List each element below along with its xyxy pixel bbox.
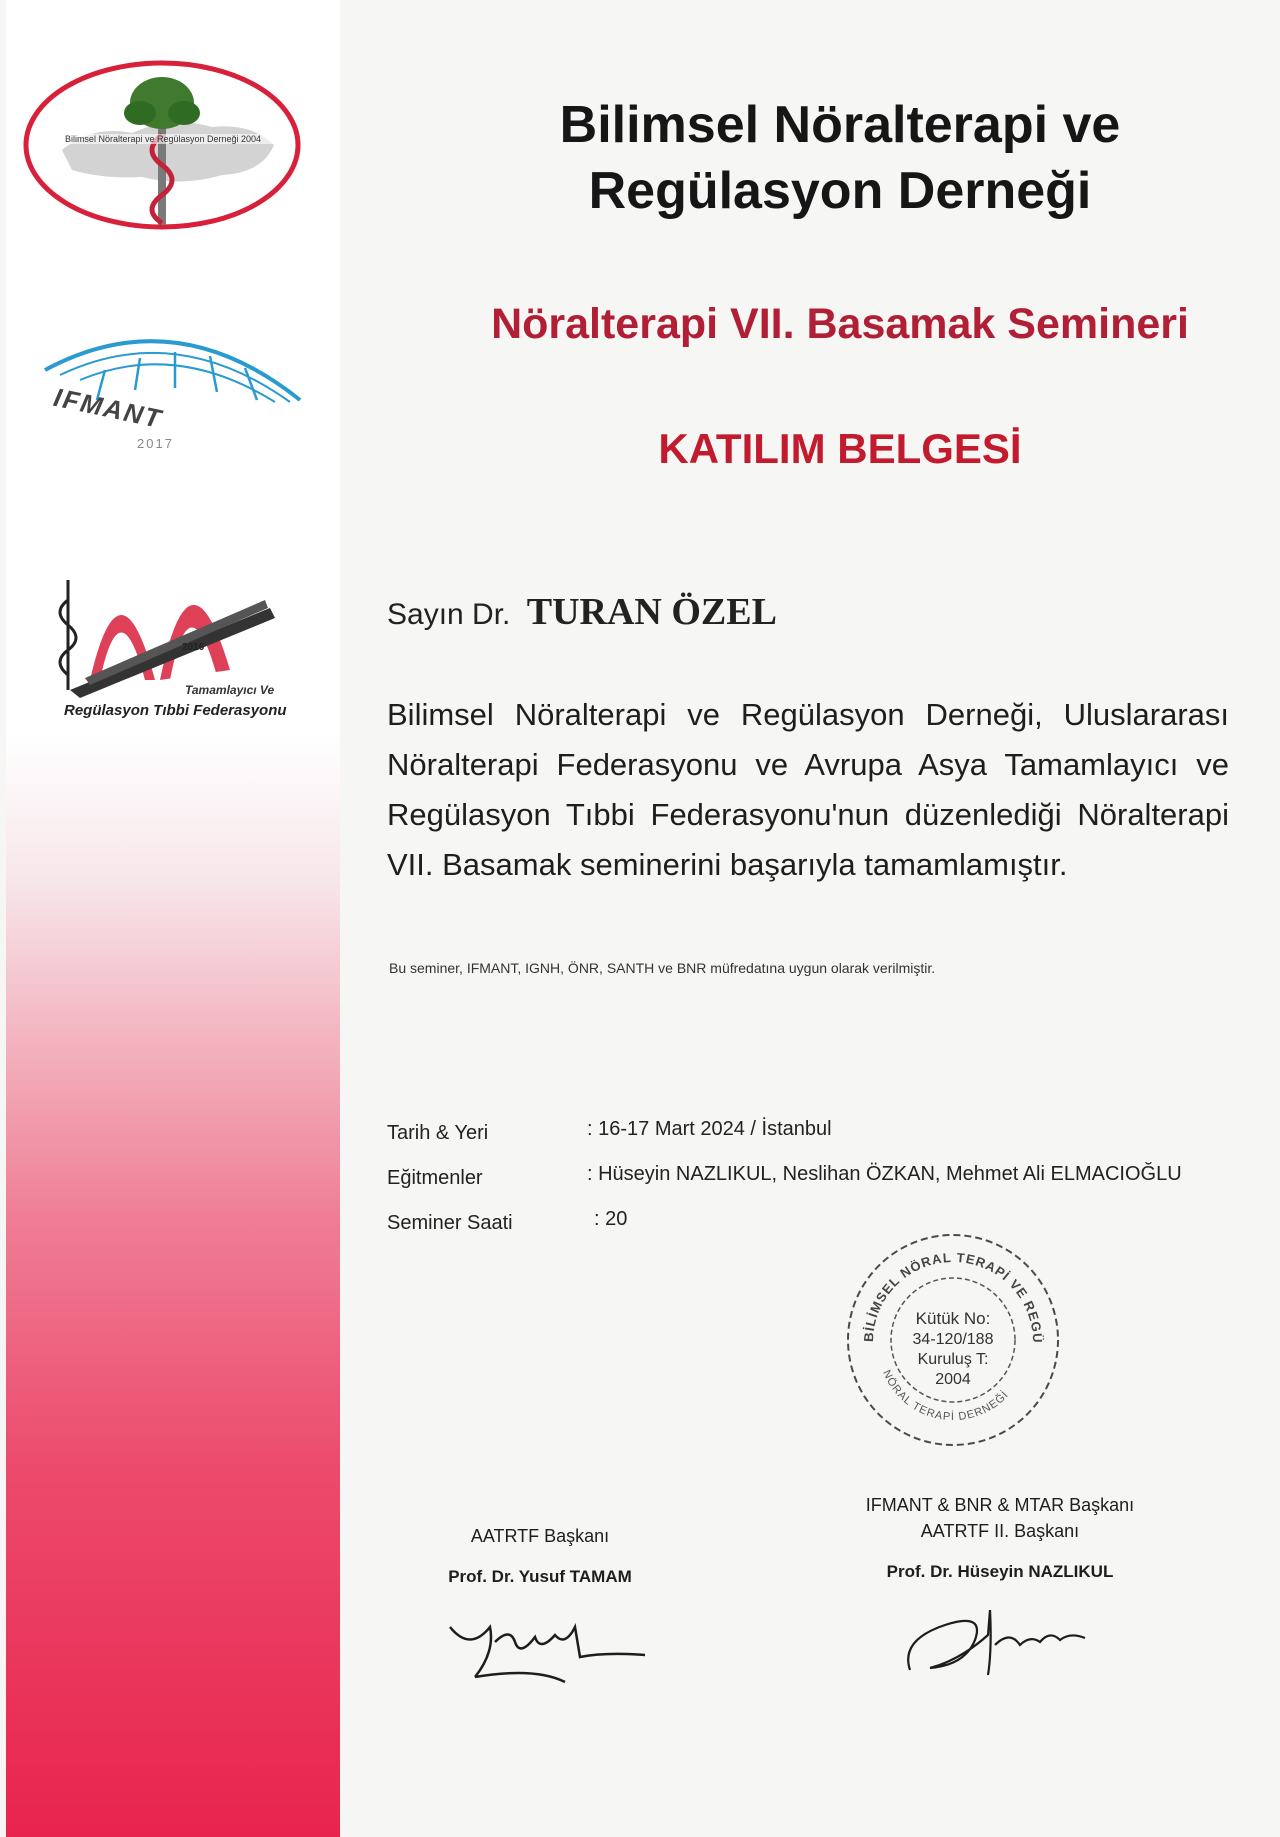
recipient-line <box>387 590 777 634</box>
stamp-ring-text: BİLİMSEL NÖRAL TERAPİ VE REGÜ <box>860 1249 1046 1344</box>
detail-label: Eğitmenler <box>387 1167 483 1189</box>
arches-caduceus-icon <box>40 530 310 700</box>
detail-value: : 16-17 Mart 2024 / İstanbul <box>587 1118 832 1140</box>
ifmant-logo-label: IFMANT <box>51 381 166 435</box>
stamp-line3: Kuruluş T: <box>917 1351 989 1368</box>
stamp-seal-icon <box>838 1222 1068 1452</box>
detail-value: : 20 <box>594 1208 628 1230</box>
detail-label: Seminer Saati <box>387 1212 513 1234</box>
association-logo-label: Bilimsel Nöralterapi ve Regülasyon Derneği 2004 <box>32 134 294 144</box>
organization-title-line2: Regülasyon Derneği <box>588 162 1092 220</box>
association-stamp <box>838 1222 1068 1457</box>
ifmant-logo <box>35 310 310 460</box>
certificate-body-text: Bilimsel Nöralterapi ve Regülasyon Derneği, Uluslararası Nöralterapi Federasyonu ve Avrupa Asya Tamamlayıcı ve Regülasyon Tıbbi Federasyonu'nun düzenlediği Nöralterapi VII. Basamak seminerini başarıyla tamamlamıştır. <box>387 697 1229 882</box>
federation-name-line1: Tamamlayıcı Ve <box>185 683 275 697</box>
stamp-bottom-text: NÖRAL TERAPİ DERNEĞİ <box>880 1368 1012 1424</box>
right-signatory-role-line2: AATRTF II. Başkanı <box>920 1521 1080 1541</box>
handwritten-signature-left <box>415 1597 665 1687</box>
handwritten-signature-right <box>870 1590 1130 1690</box>
stamp-line1: Kütük No: <box>915 1309 991 1328</box>
curriculum-note: Bu seminer, IFMANT, IGNH, ÖNR, SANTH ve BNR müfredatına uygun olarak verilmiştir. <box>389 960 936 976</box>
left-signature-block <box>410 1523 670 1687</box>
left-signatory-name: Prof. Dr. Yusuf TAMAM <box>448 1567 632 1586</box>
federation-name-line2: Regülasyon Tıbbi Federasyonu <box>64 702 287 719</box>
organization-title-line1: Bilimsel Nöralterapi ve <box>559 96 1121 154</box>
certificate-title: KATILIM BELGESİ <box>658 425 1022 472</box>
detail-value: : Hüseyin NAZLIKUL, Neslihan ÖZKAN, Mehmet Ali ELMACIOĞLU <box>587 1163 1182 1185</box>
organization-title <box>420 92 1260 224</box>
left-signatory-role: AATRTF Başkanı <box>470 1526 610 1546</box>
detail-label: Tarih & Yeri <box>387 1122 489 1144</box>
right-signatory-name: Prof. Dr. Hüseyin NAZLIKUL <box>886 1562 1114 1581</box>
right-signature-block <box>830 1492 1170 1690</box>
association-logo <box>22 55 302 235</box>
stamp-line4: 2004 <box>935 1371 971 1388</box>
ifmant-logo-year: 2017 <box>137 436 174 451</box>
pink-gradient-sidebar <box>6 0 340 1837</box>
right-signatory-role-line1: IFMANT & BNR & MTAR Başkanı <box>865 1495 1135 1515</box>
caduceus-map-icon <box>22 55 302 235</box>
federation-year: 2016 <box>182 642 205 653</box>
seminar-title: Nöralterapi VII. Basamak Semineri <box>491 300 1189 348</box>
salutation: Sayın Dr. <box>387 598 511 631</box>
federation-logo <box>40 530 310 730</box>
recipient-name: TURAN ÖZEL <box>526 591 777 633</box>
stamp-line2: 34-120/188 <box>912 1331 994 1348</box>
